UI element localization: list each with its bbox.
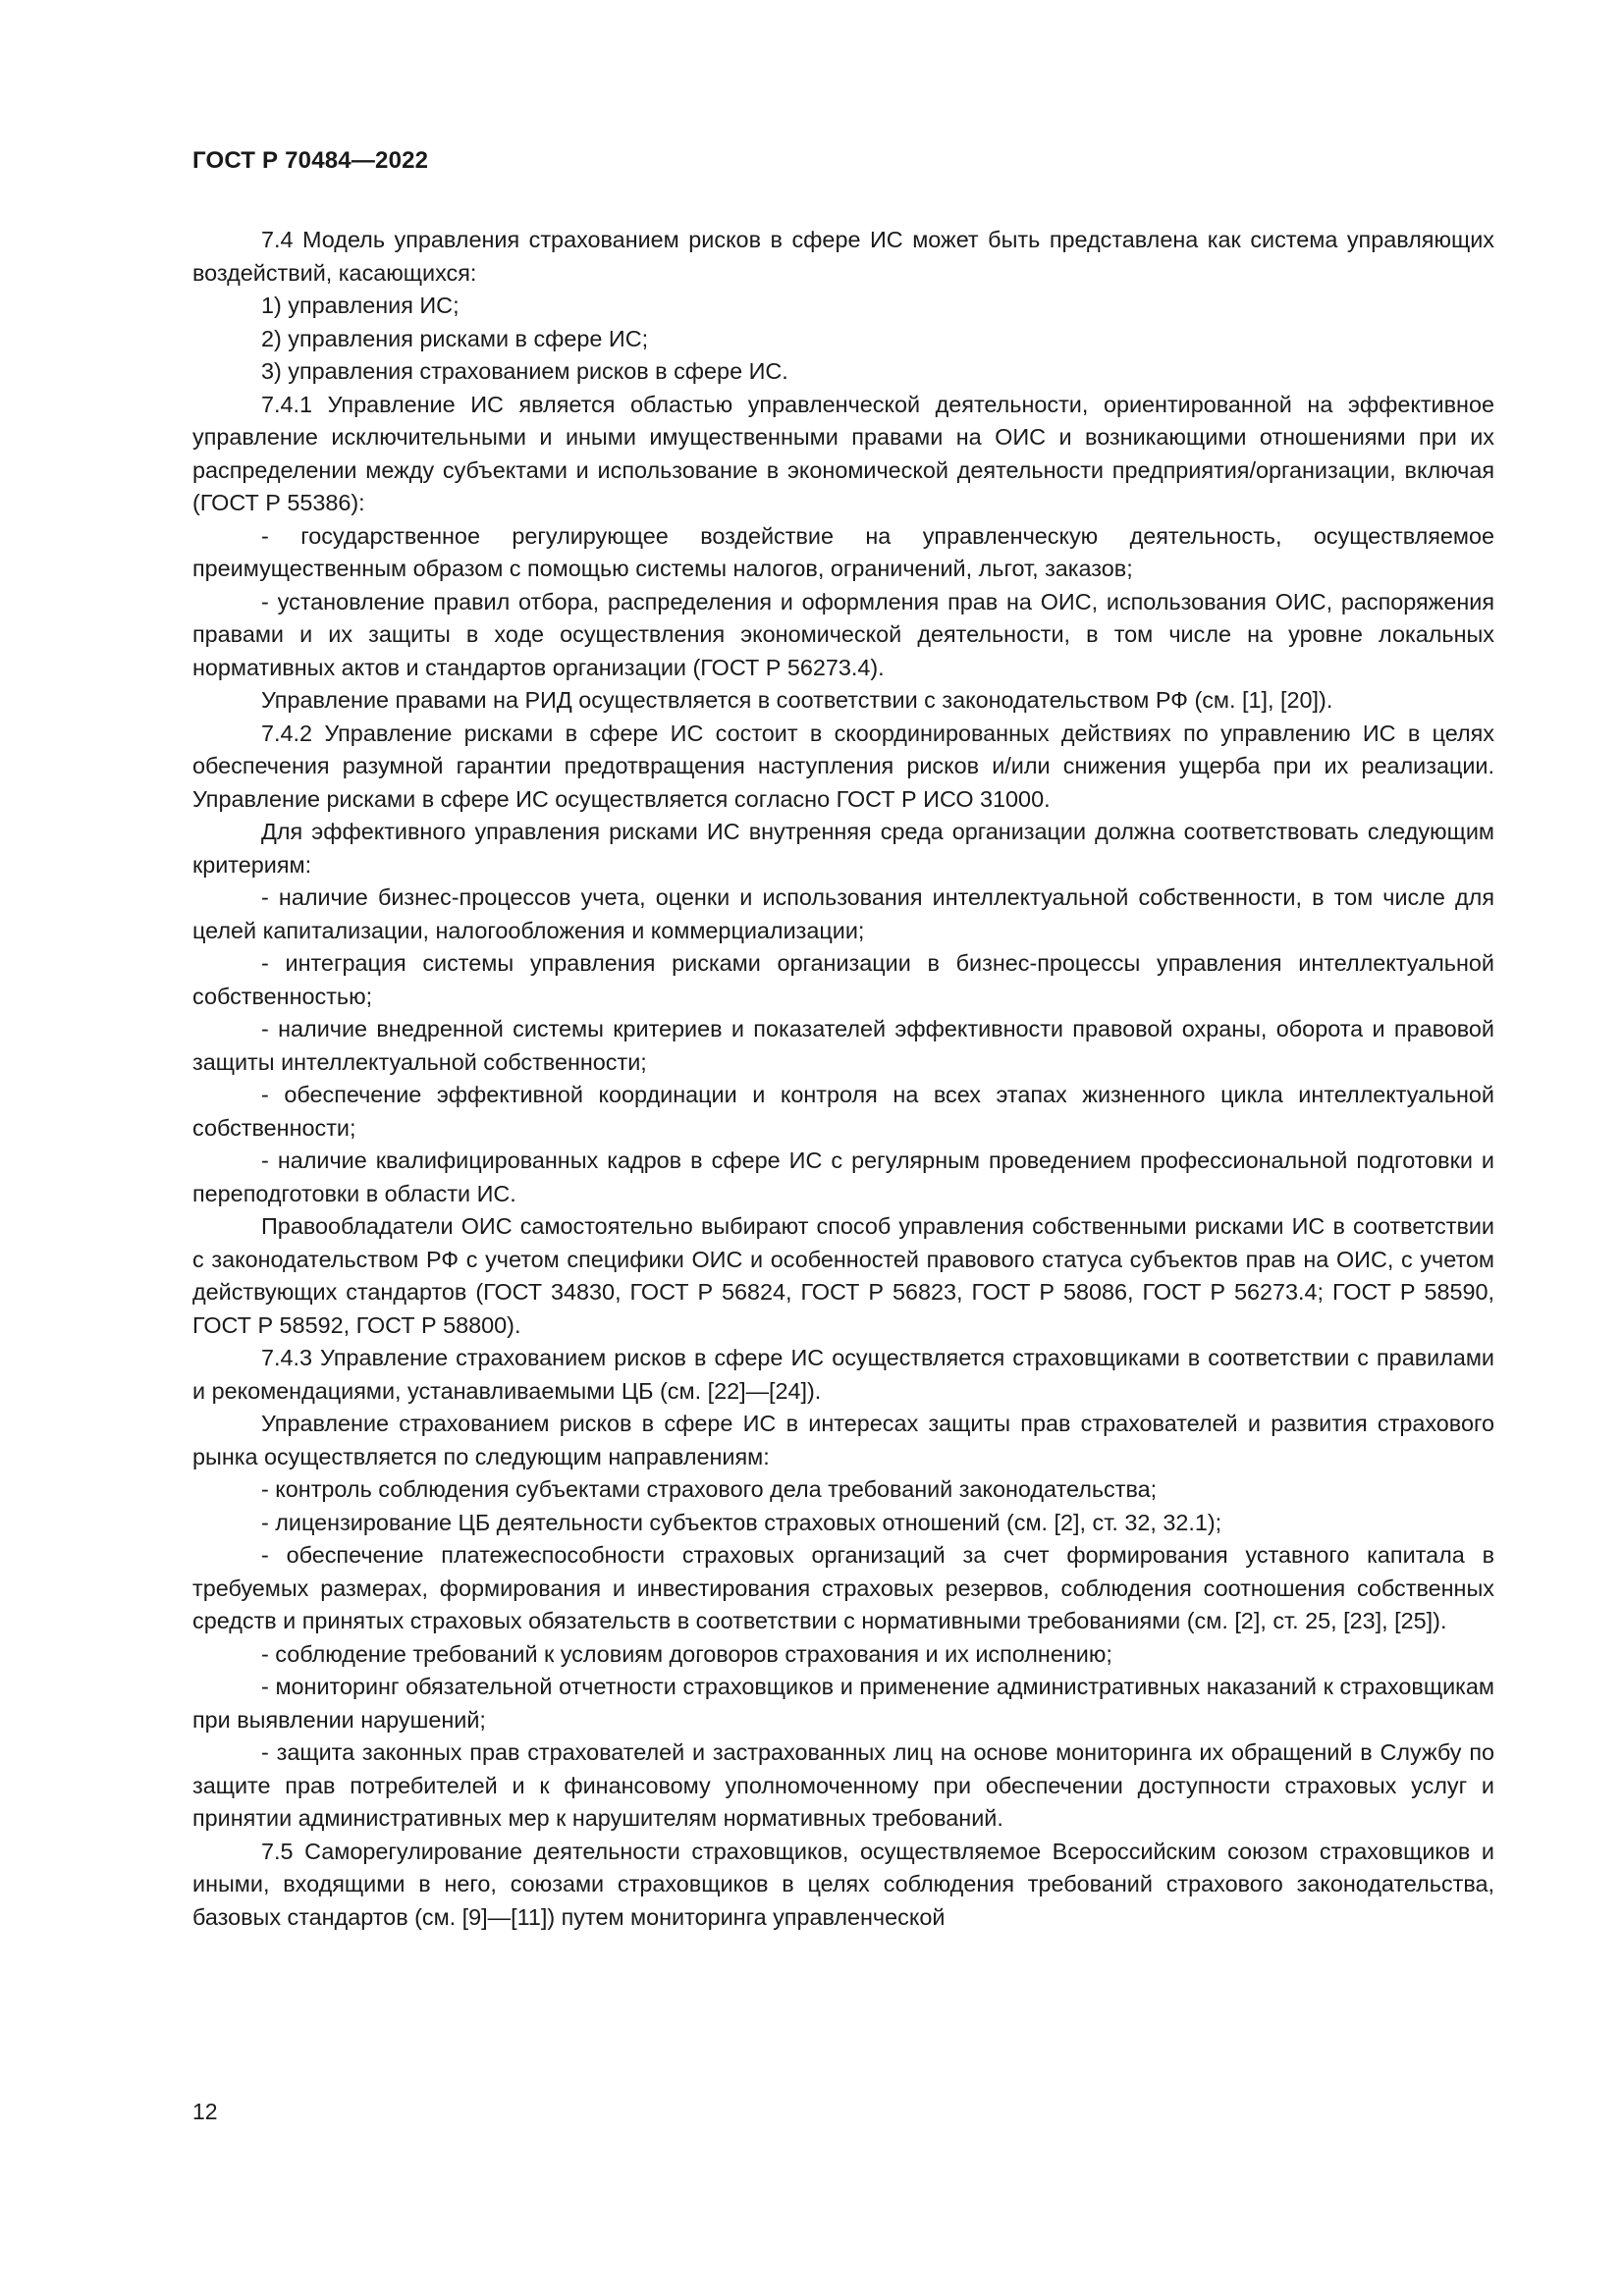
bullet-item: - соблюдение требований к условиям договоров страхования и их исполнению; xyxy=(261,1640,1112,1667)
bullet-item: - мониторинг обязательной отчетности страховщиков и применение административных наказаний к страховщикам при выявлении нарушений; xyxy=(192,1674,1494,1733)
list-item-1: 1) управления ИС; xyxy=(261,293,460,318)
bullet-item: - интеграция системы управления рисками организации в бизнес-процессы управления интеллектуальной собственностью; xyxy=(192,950,1494,1009)
paragraph-7-5: 7.5 Саморегулирование деятельности страховщиков, осуществляемое Всероссийским союзом страховщиков и иными, входящими в него, союзами страховщиков в целях соблюдения требований страхового законодательства, базовых стандартов (см. [9]—[11]) путем мониторинга управленческой xyxy=(192,1838,1494,1930)
bullet-item: - установление правил отбора, распределения и оформления прав на ОИС, использования ОИС, распоряжения правами и их защиты в ходе осуществления экономической деятельности, в том числе на уровне локальных нормативных актов и стандартов организации (ГОСТ Р 56273.4). xyxy=(192,588,1494,680)
paragraph-7-4: 7.4 Модель управления страхованием рисков в сфере ИС может быть представлена как система управляющих воздействий, касающихся: xyxy=(192,227,1494,286)
list-item-3: 3) управления страхованием рисков в сфере ИС. xyxy=(261,358,788,384)
bullet-item: - наличие бизнес-процессов учета, оценки и использования интеллектуальной собственности, в том числе для целей капитализации, налогообложения и коммерциализации; xyxy=(192,884,1494,943)
bullet-item: - наличие внедренной системы критериев и показателей эффективности правовой охраны, оборота и правовой защиты интеллектуальной собственности; xyxy=(192,1016,1494,1075)
paragraph-7-4-3: 7.4.3 Управление страхованием рисков в сфере ИС осуществляется страховщиками в соответствии с правилами и рекомендациями, устанавливаемыми ЦБ (см. [22]—[24]). xyxy=(192,1345,1494,1404)
document-body xyxy=(192,224,1494,1934)
bullet-item: - государственное регулирующее воздействие на управленческую деятельность, осуществляемое преимущественным образом с помощью системы налогов, ограничений, льгот, заказов; xyxy=(192,522,1494,581)
paragraph-rid-rights: Управление правами на РИД осуществляется в соответствии с законодательством РФ (см. [1], [20]). xyxy=(261,687,1333,713)
bullet-item: - обеспечение эффективной координации и контроля на всех этапах жизненного цикла интеллектуальной собственности; xyxy=(192,1082,1494,1141)
paragraph-7-4-2: 7.4.2 Управление рисками в сфере ИС состоит в скоординированных действиях по управлению ИС в целях обеспечения разумной гарантии предотвращения наступления рисков и/или снижения ущерба при их реализации. Управление рисками в сфере ИС осуществляется согласно ГОСТ Р ИСО 31000. xyxy=(192,720,1494,812)
bullet-item: - наличие квалифицированных кадров в сфере ИС с регулярным проведением профессиональной подготовки и переподготовки в области ИС. xyxy=(192,1148,1494,1206)
document-code-header: ГОСТ Р 70484—2022 xyxy=(192,147,429,174)
paragraph-criteria-intro: Для эффективного управления рисками ИС внутренняя среда организации должна соответствовать следующим критериям: xyxy=(192,819,1494,878)
page-number: 12 xyxy=(192,2099,218,2124)
bullet-item: - обеспечение платежеспособности страховых организаций за счет формирования уставного капитала в требуемых размерах, формирования и инвестирования страховых резервов, соблюдения соотношения собственных средств и принятых страховых обязательств в соответствии с нормативными требованиями (см. [2], ст. 25, [23], [25]). xyxy=(192,1542,1494,1633)
bullet-item: - контроль соблюдения субъектами страхового дела требований законодательства; xyxy=(261,1476,1158,1502)
bullet-item: - лицензирование ЦБ деятельности субъектов страховых отношений (см. [2], ст. 32, 32.1); xyxy=(261,1509,1222,1535)
paragraph-directions-intro: Управление страхованием рисков в сфере ИС в интересах защиты прав страхователей и развития страхового рынка осуществляется по следующим направлениям: xyxy=(192,1411,1494,1469)
paragraph-rightholders: Правообладатели ОИС самостоятельно выбирают способ управления собственными рисками ИС в соответствии с законодательством РФ с учетом специфики ОИС и особенностей правового статуса субъектов прав на ОИС, с учетом действующих стандартов (ГОСТ 34830, ГОСТ Р 56824, ГОСТ Р 56823, ГОСТ Р 58086, ГОСТ Р 56273.4; ГОСТ Р 58590, ГОСТ Р 58592, ГОСТ Р 58800). xyxy=(192,1213,1494,1338)
bullet-item: - защита законных прав страхователей и застрахованных лиц на основе мониторинга их обращений в Службу по защите прав потребителей и к финансовому уполномоченному при обеспечении доступности страховых услуг и принятии административных мер к нарушителям нормативных требований. xyxy=(192,1739,1494,1831)
list-item-2: 2) управления рисками в сфере ИС; xyxy=(261,325,649,351)
paragraph-7-4-1: 7.4.1 Управление ИС является областью управленческой деятельности, ориентированной на эффективное управление исключительными и иными имущественными правами на ОИС и возникающими отношениями при их распределении между субъектами и использование в экономической деятельности предприятия/организации, включая (ГОСТ Р 55386): xyxy=(192,391,1494,515)
